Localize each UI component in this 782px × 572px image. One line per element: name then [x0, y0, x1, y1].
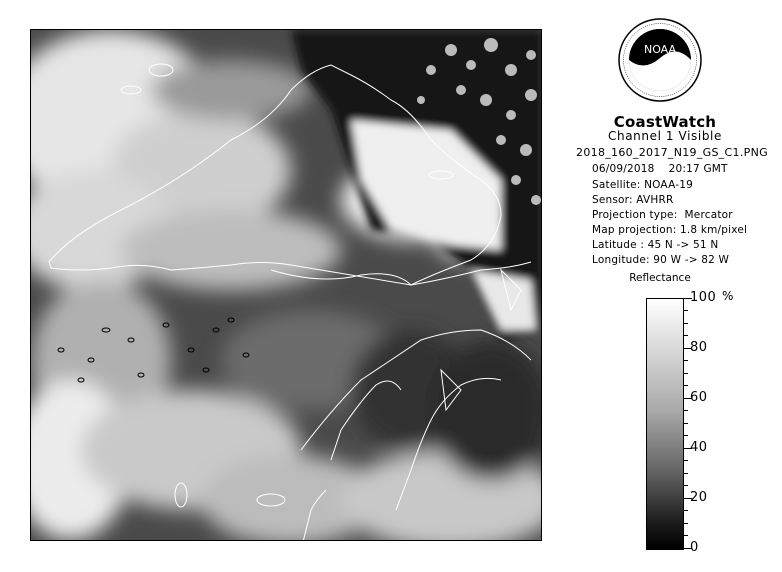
colorbar-label-0: 0 — [690, 540, 699, 555]
colorbar-minor-tick — [684, 535, 688, 536]
legend-unit: % — [722, 289, 734, 303]
longitude-range: Longitude: 90 W -> 82 W — [592, 254, 730, 266]
legend-title: Reflectance — [629, 272, 691, 284]
channel-label: Channel 1 Visible — [608, 129, 722, 143]
colorbar-minor-tick — [684, 435, 688, 436]
colorbar-label-100: 100 — [690, 290, 717, 305]
colorbar-label-20: 20 — [690, 490, 708, 505]
latitude-range: Latitude : 45 N -> 51 N — [592, 239, 719, 251]
colorbar-label-80: 80 — [690, 340, 708, 355]
sensor-info: Sensor: AVHRR — [592, 194, 674, 206]
reflectance-colorbar — [646, 298, 684, 550]
acquisition-datetime: 06/09/2018 20:17 GMT — [592, 163, 728, 175]
colorbar-minor-tick — [684, 523, 688, 524]
satellite-image — [30, 29, 542, 541]
logo-text: NOAA — [643, 43, 677, 56]
colorbar-minor-tick — [684, 360, 688, 361]
satellite-image-svg — [31, 30, 542, 541]
colorbar-label-60: 60 — [690, 390, 708, 405]
brand-title: CoastWatch — [613, 113, 717, 131]
colorbar-minor-tick — [684, 423, 688, 424]
colorbar-minor-tick — [684, 385, 688, 386]
colorbar-minor-tick — [684, 410, 688, 411]
colorbar-minor-tick — [684, 323, 688, 324]
file-name: 2018_160_2017_N19_GS_C1.PNG — [576, 146, 768, 159]
colorbar-minor-tick — [684, 373, 688, 374]
colorbar-minor-tick — [684, 335, 688, 336]
projection-type: Projection type: Mercator — [592, 209, 733, 221]
colorbar-minor-tick — [684, 460, 688, 461]
colorbar-minor-tick — [684, 473, 688, 474]
map-projection: Map projection: 1.8 km/pixel — [592, 224, 748, 236]
colorbar-minor-tick — [684, 510, 688, 511]
noaa-seal-icon — [618, 18, 702, 102]
colorbar-minor-tick — [684, 310, 688, 311]
satellite-info: Satellite: NOAA-19 — [592, 179, 693, 191]
noaa-logo — [618, 18, 702, 102]
colorbar-minor-tick — [684, 485, 688, 486]
colorbar-label-40: 40 — [690, 440, 708, 455]
